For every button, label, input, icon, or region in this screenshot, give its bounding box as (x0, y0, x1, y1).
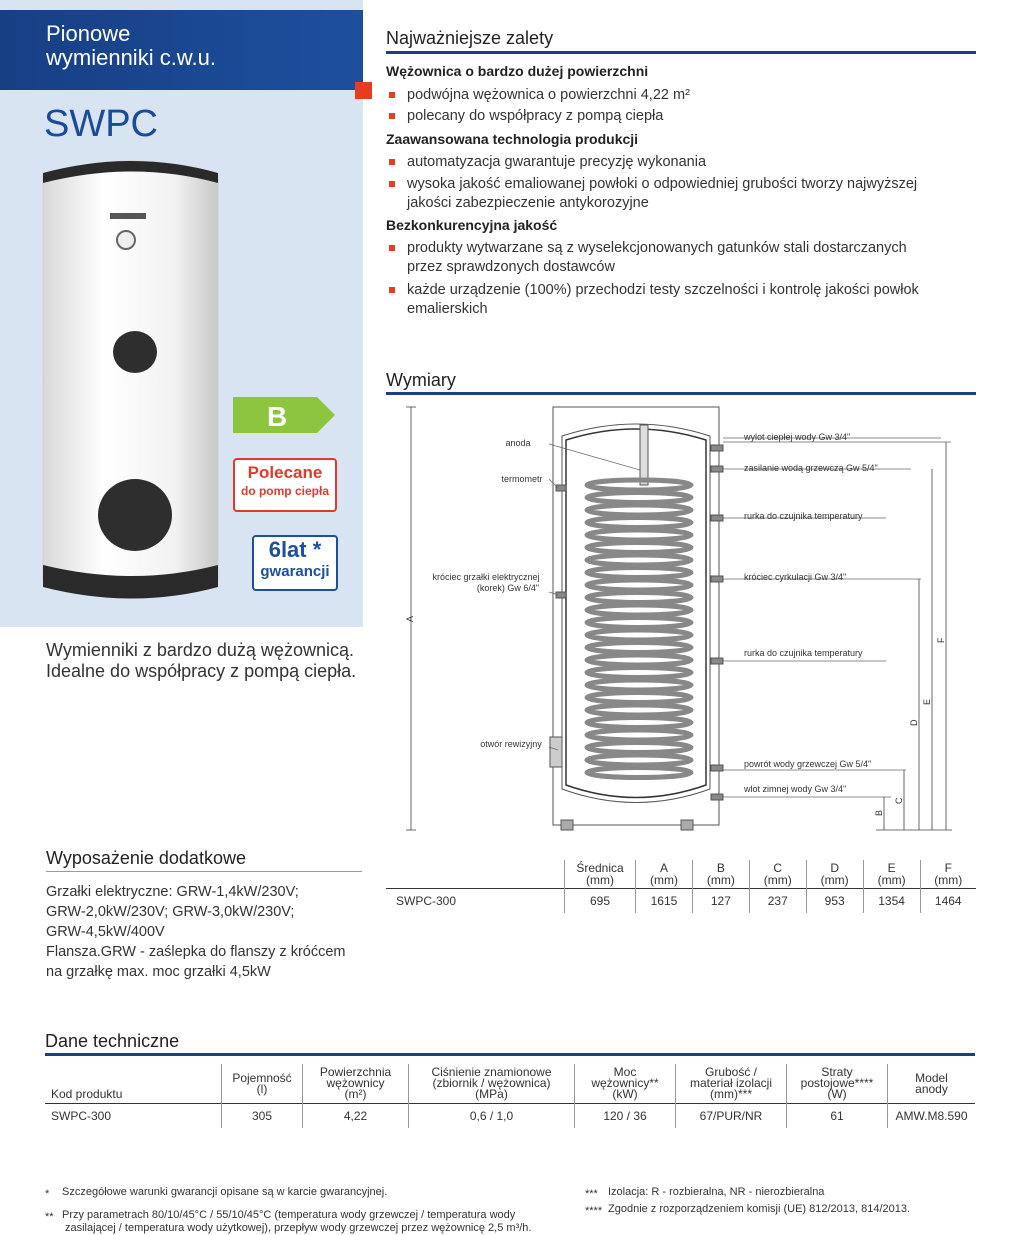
footnote-3-mark: *** (585, 1188, 598, 1200)
footnote-4: Zgodnie z rozporządzeniem komisji (UE) 812/2013, 814/2013. (608, 1203, 911, 1215)
accessories-rule (46, 871, 362, 872)
dimensions-header-cell: Średnica (mm) (565, 860, 636, 889)
dimensions-title: Wymiary (386, 370, 456, 390)
coil-loop (587, 505, 691, 515)
coil-loop (587, 618, 691, 628)
footnote-2-line2: zasilającej / temperatura wody użytkowej), przepływ wody grzewczej przez wężownicę 2,5 m³/h. (65, 1222, 532, 1234)
coil-loop (587, 530, 691, 540)
table-cell: 4,22 (303, 1104, 409, 1129)
bullet-marker (389, 113, 395, 119)
technical-table (45, 1064, 975, 1128)
heat-pump-badge-line2: do pomp ciepła (240, 484, 329, 498)
energy-class-badge (233, 395, 337, 435)
coil-loop (587, 768, 691, 778)
advantage-item-text: polecany do współpracy z pompą ciepła (407, 108, 664, 124)
label-sensor-tube-1: rurka do czujnika temperatury (744, 511, 863, 521)
table-cell: 1354 (863, 889, 920, 914)
label-heating-supply: zasilanie wodą grzewczą Gw 5/4" (744, 463, 878, 473)
advantages-title: Najważniejsze zalety (386, 28, 554, 48)
table-cell: 67/PUR/NR (676, 1104, 787, 1129)
coil-loop (587, 568, 691, 578)
footnote-1-mark: * (45, 1188, 50, 1200)
footnote-3: Izolacja: R - rozbieralna, NR - nierozbieralna (608, 1186, 825, 1198)
advantage-item (407, 86, 690, 105)
bullet-marker (389, 245, 395, 251)
table-cell: 61 (787, 1104, 888, 1129)
label-sensor-tube-2: rurka do czujnika temperatury (744, 648, 863, 658)
advantage-item-text: automatyzacja gwarantuje precyzję wykonania (407, 154, 707, 170)
table-cell: 120 / 36 (575, 1104, 676, 1129)
coil-loop (587, 643, 691, 653)
label-heating-return: powrót wody grzewczej Gw 5/4" (744, 759, 872, 769)
heat-pump-badge (233, 458, 337, 512)
coil-loop (587, 743, 691, 753)
label-inspection-opening: otwór rewizyjny (480, 739, 542, 749)
advantage-item-text: wysoka jakość emaliowanej powłoki o odpowiedniej grubości tworzy najwyższej (407, 176, 918, 192)
technical-header-cell: Grubość / materiał izolacji (mm)*** (676, 1064, 787, 1104)
label-thermometer: termometr (501, 474, 543, 484)
dim-label-d: D (909, 719, 919, 726)
energy-class-letter: B (267, 401, 288, 432)
coil-loop (587, 718, 691, 728)
model-name: SWPC (44, 103, 158, 145)
table-cell: 953 (806, 889, 863, 914)
table-cell: 695 (565, 889, 636, 914)
coil-loop (587, 493, 691, 503)
technical-header-cell: Moc wężownicy** (kW) (575, 1064, 676, 1104)
coil-loop (587, 655, 691, 665)
advantage-item-text: każde urządzenie (100%) przechodzi testy szczelności i kontrolę jakości powłok (407, 282, 919, 298)
coil-loop (587, 705, 691, 715)
table-cell: 237 (749, 889, 806, 914)
bullet-marker (389, 159, 395, 165)
dimensions-header-cell: B (mm) (692, 860, 749, 889)
advantages-rule (386, 51, 976, 54)
advantage-item-continued: przez sprawdzonych dostawców (407, 259, 615, 275)
warranty-badge (252, 535, 338, 591)
technical-header-cell: Powierzchnia wężownicy (m²) (303, 1064, 409, 1104)
category-title-line2: wymienniki c.w.u. (46, 45, 216, 70)
accent-square (355, 82, 372, 99)
warranty-badge-line2: gwarancji (260, 563, 330, 580)
table-cell: SWPC-300 (386, 889, 565, 914)
tank-illustration (38, 155, 228, 610)
bullet-marker (389, 92, 395, 98)
table-cell: 0,6 / 1,0 (409, 1104, 575, 1129)
label-circulation: króciec cyrkulacji Gw 3/4" (744, 572, 847, 582)
footnote-4-mark: **** (585, 1205, 603, 1217)
technical-rule (45, 1053, 975, 1056)
label-hot-water-outlet: wylot ciepłej wody Gw 3/4" (744, 432, 851, 442)
dimensions-table (386, 860, 976, 913)
bullet-marker (389, 181, 395, 187)
accessories-list (46, 882, 366, 982)
heat-pump-badge-line1: Polecane (247, 463, 323, 482)
footnote-2-line1: Przy parametrach 80/10/45°C / 55/10/45°C (temperatura wody grzewczej / temperatura wody (62, 1209, 516, 1221)
dim-label-e: E (922, 698, 932, 705)
table-cell: 1615 (636, 889, 693, 914)
accessory-line: GRW-4,5kW/400V (46, 924, 165, 940)
accessory-line: Grzałki elektryczne: GRW-1,4kW/230V; (46, 884, 299, 900)
advantage-item-text: podwójna wężownica o powierzchni 4,22 m² (407, 87, 690, 103)
category-title (46, 22, 216, 70)
advantage-heading-2: Zaawansowana technologia produkcji (386, 131, 639, 147)
technical-header-cell: Straty postojowe**** (W) (787, 1064, 888, 1104)
coil-loop (587, 730, 691, 740)
accessory-line: Flansza.GRW - zaślepka do flanszy z króćcem (46, 944, 346, 960)
footnote-2 (62, 1209, 582, 1235)
advantage-item (407, 107, 663, 126)
technical-table-header (45, 1064, 975, 1104)
dim-label-b: B (874, 809, 884, 816)
technical-header-cell: Ciśnienie znamionowe (zbiornik / wężownica) (MPa) (409, 1064, 575, 1104)
table-cell: 305 (222, 1104, 303, 1129)
dimensions-header-cell: E (mm) (863, 860, 920, 889)
category-title-line1: Pionowe (46, 21, 131, 46)
advantage-item (407, 239, 907, 258)
coil-loop (587, 543, 691, 553)
coil-loop (587, 755, 691, 765)
advantage-heading-1: Wężownica o bardzo dużej powierzchni (386, 63, 649, 79)
coil-loop (587, 518, 691, 528)
technical-header-cell: Kod produktu (51, 1087, 123, 1101)
accessory-line: na grzałkę max. moc grzałki 4,5kW (46, 964, 271, 980)
dimensions-header-cell: F (mm) (920, 860, 976, 889)
dimensions-table-header (386, 860, 976, 889)
table-cell: SWPC-300 (45, 1104, 222, 1129)
coil-loop (587, 668, 691, 678)
table-cell: AMW.M8.590 (888, 1104, 976, 1129)
dimensions-header-cell: C (mm) (749, 860, 806, 889)
table-row (45, 1104, 975, 1129)
advantage-item (407, 281, 919, 300)
warranty-badge-line1: 6lat * (268, 537, 322, 562)
advantage-item (407, 175, 917, 194)
coil-loop (587, 693, 691, 703)
dim-label-c: C (894, 797, 904, 804)
coil-loop (587, 605, 691, 615)
coil-loop (587, 680, 691, 690)
coil-loop (587, 630, 691, 640)
dim-label-f: F (936, 637, 946, 643)
label-heater-1: króciec grzałki elektrycznej (432, 572, 540, 582)
advantage-item (407, 153, 706, 172)
technical-header-cell: Model anody (888, 1064, 976, 1104)
table-cell: 127 (692, 889, 749, 914)
coil-loop (587, 555, 691, 565)
label-cold-water-inlet: wlot zimnej wody Gw 3/4" (744, 784, 847, 794)
tagline: Wymienniki z bardzo dużą wężownicą. Idealne do współpracy z pompą ciepła. (46, 640, 357, 681)
dimensions-rule (386, 392, 976, 395)
advantage-item-text: produkty wytwarzane są z wyselekcjonowanych gatunków stali dostarczanych (407, 240, 907, 256)
label-heater-2: (korek) Gw 6/4" (476, 583, 540, 593)
table-cell: 1464 (920, 889, 976, 914)
coil-loop (587, 593, 691, 603)
dim-label-a: A (405, 615, 415, 622)
label-anode: anoda (505, 438, 531, 448)
advantage-item-continued: emalierskich (407, 301, 488, 317)
accessory-line: GRW-2,0kW/230V; GRW-3,0kW/230V; (46, 904, 295, 920)
technical-title: Dane techniczne (45, 1031, 180, 1051)
dimensions-header-cell: D (mm) (806, 860, 863, 889)
accessories-title: Wyposażenie dodatkowe (46, 848, 246, 868)
technical-header-cell: Pojemność (l) (222, 1064, 303, 1104)
coil-loop (587, 580, 691, 590)
footnote-2-mark: ** (45, 1211, 54, 1223)
dimensions-header-empty (386, 860, 565, 889)
advantage-heading-3: Bezkonkurencyjna jakość (386, 217, 558, 233)
footnote-1: Szczegółowe warunki gwarancji opisane są w karcie gwarancyjnej. (62, 1186, 388, 1198)
advantage-item-continued: jakości zabezpieczenie antykorozyjne (407, 195, 649, 211)
dimension-drawing (386, 400, 976, 840)
dimensions-header-cell: A (mm) (636, 860, 693, 889)
bullet-marker (389, 287, 395, 293)
coil-loop (587, 480, 691, 490)
table-row (386, 889, 976, 914)
